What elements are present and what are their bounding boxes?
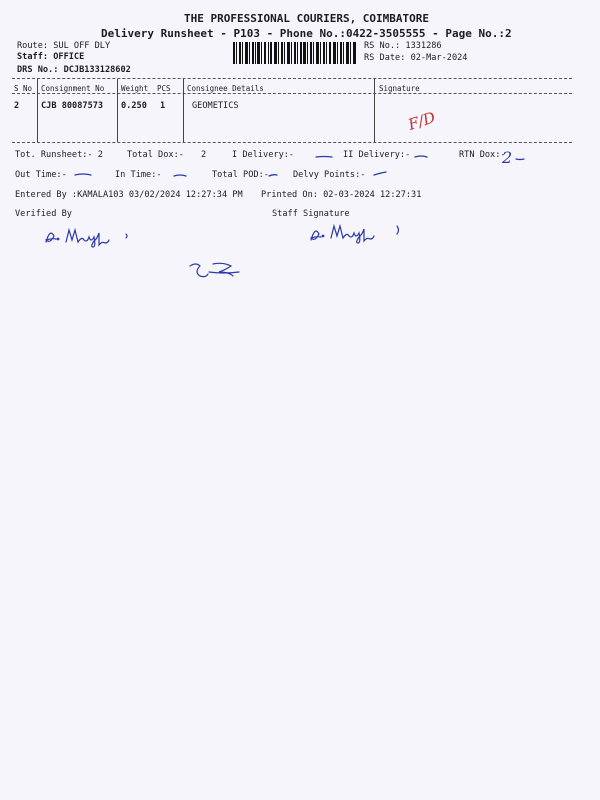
row-consignment: CJB 80087573 (41, 101, 104, 111)
table-bottom-rule (12, 142, 572, 143)
col-divider (374, 79, 375, 142)
total-dox-value: 2 (201, 150, 207, 160)
runsheet-subtitle: Delivery Runsheet - P103 - Phone No.:0422-3505555 - Page No.:2 (101, 27, 512, 40)
table-top-rule (12, 78, 572, 79)
i-delivery: I Delivery:- (232, 150, 295, 160)
col-header-signature: Signature (379, 84, 420, 93)
col-header-sno: S No (14, 84, 33, 93)
col-header-pcs: PCS (157, 84, 171, 93)
table-header-rule (12, 93, 572, 94)
ii-delivery: II Delivery:- (343, 150, 411, 160)
out-time: Out Time:- (15, 170, 67, 180)
barcode (233, 42, 356, 64)
row-pcs: 1 (160, 101, 166, 111)
rtn-dox-handwritten: 2 (502, 148, 513, 167)
col-header-consignment: Consignment No (41, 84, 105, 93)
row-weight: 0.250 (121, 101, 147, 111)
delvy-points: Delvy Points:- (293, 170, 366, 180)
company-name: THE PROFESSIONAL COURIERS, COIMBATORE (184, 12, 430, 25)
col-divider (183, 79, 184, 142)
staff: Staff: OFFICE (17, 52, 85, 62)
verified-by-label: Verified By (15, 209, 72, 219)
staff-signature (305, 218, 415, 248)
total-dox-label: Total Dox:- (127, 150, 184, 160)
verifier-signature (40, 222, 140, 252)
total-pod: Total POD:- (212, 170, 269, 180)
col-divider (37, 79, 38, 142)
rs-number: RS No.: 1331286 (364, 41, 442, 51)
rs-date: RS Date: 02-Mar-2024 (364, 53, 468, 63)
drs-number: DRS No.: DCJB133128602 (17, 65, 131, 75)
col-divider (117, 79, 118, 142)
row-signature-handwritten: F/D (405, 108, 438, 134)
printed-on: Printed On: 02-03-2024 12:27:31 (261, 190, 422, 200)
staff-signature-label: Staff Signature (272, 209, 350, 219)
tot-runsheet: Tot. Runsheet:- 2 (15, 150, 103, 160)
rtn-dox: RTN Dox:- (459, 150, 506, 160)
in-time: In Time:- (115, 170, 162, 180)
col-header-weight: Weight (121, 84, 149, 93)
route: Route: SUL OFF DLY (17, 41, 111, 51)
col-header-consignee: Consignee Details (187, 84, 264, 93)
row-consignee: GEOMETICS (192, 101, 239, 111)
entered-by: Entered By :KAMALA103 03/02/2024 12:27:34 PM (15, 190, 243, 200)
row-sno: 2 (14, 101, 20, 111)
initials-scribble (185, 258, 245, 282)
